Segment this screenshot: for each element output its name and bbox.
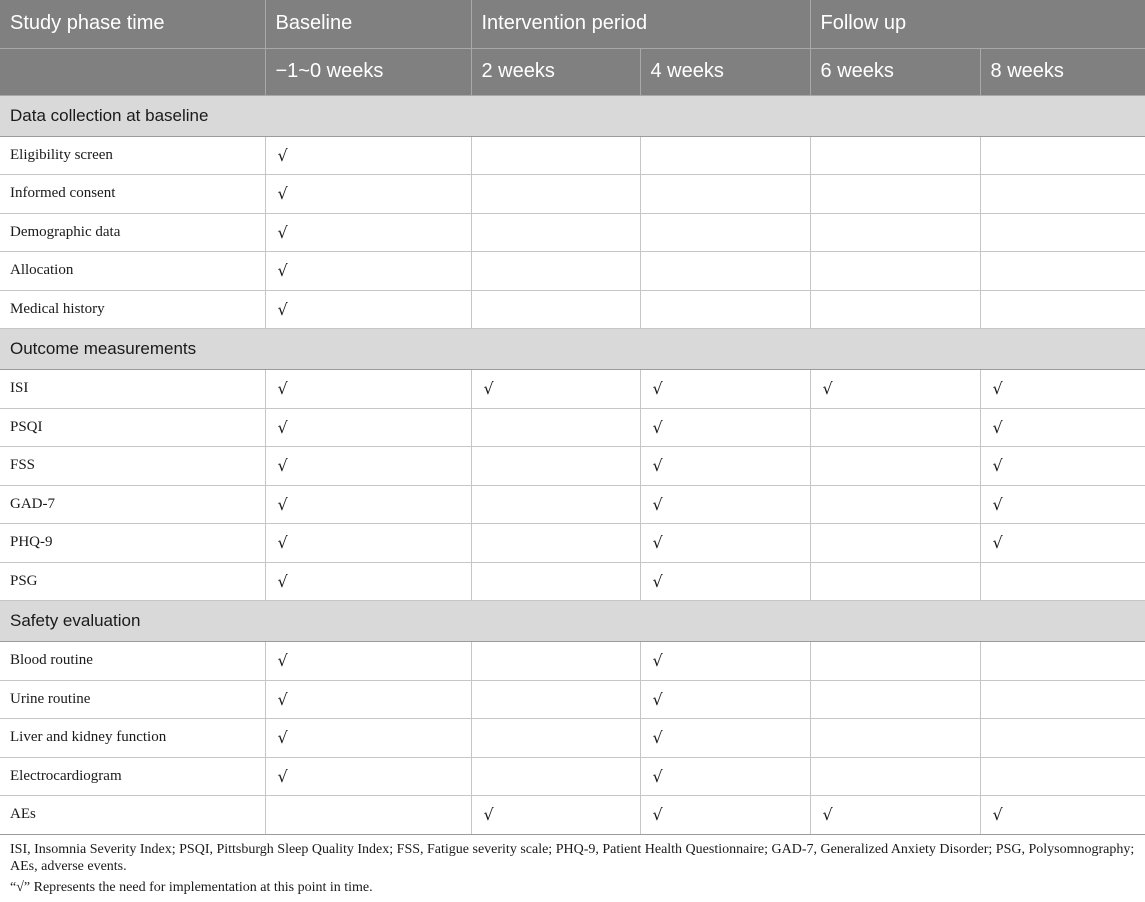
check-cell: √	[265, 408, 471, 447]
row-label: ISI	[0, 370, 265, 409]
check-cell	[980, 642, 1145, 681]
row-label: Liver and kidney function	[0, 719, 265, 758]
section-header-row	[0, 95, 1145, 136]
table-row	[0, 485, 1145, 524]
table-row	[0, 796, 1145, 835]
row-label: PSG	[0, 562, 265, 601]
row-label: PSQI	[0, 408, 265, 447]
check-cell: √	[810, 796, 980, 835]
check-cell	[471, 642, 640, 681]
check-cell: √	[640, 757, 810, 796]
check-cell: √	[265, 175, 471, 214]
check-cell: √	[265, 757, 471, 796]
table-row	[0, 642, 1145, 681]
check-cell	[810, 757, 980, 796]
check-cell	[640, 175, 810, 214]
check-cell: √	[810, 370, 980, 409]
header-week-8: 8 weeks	[980, 48, 1145, 95]
header-week-4: 4 weeks	[640, 48, 810, 95]
check-cell: √	[980, 796, 1145, 835]
check-cell	[471, 680, 640, 719]
check-cell: √	[640, 408, 810, 447]
header-study-phase-time: Study phase time	[0, 0, 265, 48]
row-label: Electrocardiogram	[0, 757, 265, 796]
check-cell	[980, 175, 1145, 214]
check-cell	[810, 290, 980, 329]
check-cell	[471, 136, 640, 175]
table-row	[0, 447, 1145, 486]
check-cell: √	[640, 447, 810, 486]
check-cell: √	[640, 562, 810, 601]
check-cell	[810, 562, 980, 601]
check-cell	[810, 680, 980, 719]
check-cell: √	[265, 562, 471, 601]
check-cell	[810, 642, 980, 681]
row-label: Allocation	[0, 252, 265, 291]
check-cell: √	[471, 796, 640, 835]
table-header	[0, 0, 1145, 95]
table-footnotes	[0, 835, 1145, 896]
check-cell	[640, 136, 810, 175]
check-cell	[640, 252, 810, 291]
row-label: FSS	[0, 447, 265, 486]
check-cell	[980, 680, 1145, 719]
check-mark-note: “√” Represents the need for implementation at this point in time.	[10, 879, 373, 895]
table-row	[0, 757, 1145, 796]
check-cell	[810, 136, 980, 175]
table-row	[0, 680, 1145, 719]
check-cell: √	[980, 447, 1145, 486]
check-cell: √	[471, 370, 640, 409]
table-row	[0, 408, 1145, 447]
check-cell	[471, 290, 640, 329]
check-cell	[810, 719, 980, 758]
check-cell	[810, 175, 980, 214]
header-week-baseline: −1~0 weeks	[265, 48, 471, 95]
check-cell: √	[265, 719, 471, 758]
table-row	[0, 290, 1145, 329]
check-cell: √	[265, 642, 471, 681]
section-title: Safety evaluation	[0, 601, 1145, 642]
header-blank	[0, 48, 265, 95]
check-cell	[980, 213, 1145, 252]
check-cell	[265, 796, 471, 835]
table-row	[0, 719, 1145, 758]
check-cell: √	[640, 642, 810, 681]
table-row	[0, 213, 1145, 252]
check-cell: √	[265, 524, 471, 563]
check-cell	[810, 213, 980, 252]
row-label: Eligibility screen	[0, 136, 265, 175]
row-label: Medical history	[0, 290, 265, 329]
check-cell: √	[640, 680, 810, 719]
check-cell	[980, 252, 1145, 291]
check-cell: √	[640, 719, 810, 758]
abbreviations-note: ISI, Insomnia Severity Index; PSQI, Pittsburgh Sleep Quality Index; FSS, Fatigue severity scale; PHQ-9, Patient Health Questionnaire; GAD-7, Generalized Anxiety Disorder; PSG, Polysomnography; AEs, adverse events.	[10, 841, 1135, 874]
check-cell	[980, 290, 1145, 329]
check-cell	[810, 408, 980, 447]
check-cell: √	[265, 485, 471, 524]
check-cell	[471, 485, 640, 524]
check-cell	[810, 485, 980, 524]
check-cell: √	[265, 290, 471, 329]
header-row-weeks	[0, 48, 1145, 95]
check-cell: √	[980, 485, 1145, 524]
row-label: GAD-7	[0, 485, 265, 524]
table-row	[0, 524, 1145, 563]
check-cell	[471, 562, 640, 601]
header-intervention-period: Intervention period	[471, 0, 810, 48]
check-cell: √	[265, 447, 471, 486]
row-label: Urine routine	[0, 680, 265, 719]
row-label: Blood routine	[0, 642, 265, 681]
check-cell	[471, 757, 640, 796]
check-cell: √	[265, 252, 471, 291]
header-baseline: Baseline	[265, 0, 471, 48]
check-cell: √	[640, 370, 810, 409]
table-row	[0, 370, 1145, 409]
check-cell: √	[980, 408, 1145, 447]
check-cell	[471, 447, 640, 486]
check-cell	[810, 447, 980, 486]
check-cell: √	[640, 485, 810, 524]
check-cell: √	[265, 370, 471, 409]
check-cell	[471, 719, 640, 758]
check-cell	[471, 213, 640, 252]
check-cell: √	[265, 136, 471, 175]
check-cell	[980, 562, 1145, 601]
check-cell	[640, 290, 810, 329]
header-week-6: 6 weeks	[810, 48, 980, 95]
check-cell: √	[640, 796, 810, 835]
check-cell	[810, 524, 980, 563]
check-cell: √	[640, 524, 810, 563]
check-cell: √	[980, 370, 1145, 409]
section-header-row	[0, 601, 1145, 642]
header-row-phase	[0, 0, 1145, 48]
check-cell: √	[265, 213, 471, 252]
row-label: AEs	[0, 796, 265, 835]
section-title: Outcome measurements	[0, 329, 1145, 370]
row-label: Informed consent	[0, 175, 265, 214]
check-cell	[810, 252, 980, 291]
check-cell	[640, 213, 810, 252]
check-cell	[471, 252, 640, 291]
row-label: PHQ-9	[0, 524, 265, 563]
check-cell	[980, 136, 1145, 175]
check-cell	[471, 524, 640, 563]
row-label: Demographic data	[0, 213, 265, 252]
check-cell: √	[265, 680, 471, 719]
check-cell	[471, 175, 640, 214]
check-cell	[980, 757, 1145, 796]
header-follow-up: Follow up	[810, 0, 1145, 48]
section-title: Data collection at baseline	[0, 95, 1145, 136]
table-row	[0, 175, 1145, 214]
check-cell: √	[980, 524, 1145, 563]
table-row	[0, 252, 1145, 291]
check-cell	[471, 408, 640, 447]
table-body	[0, 95, 1145, 834]
table-row	[0, 136, 1145, 175]
check-cell	[980, 719, 1145, 758]
table-row	[0, 562, 1145, 601]
section-header-row	[0, 329, 1145, 370]
header-week-2: 2 weeks	[471, 48, 640, 95]
